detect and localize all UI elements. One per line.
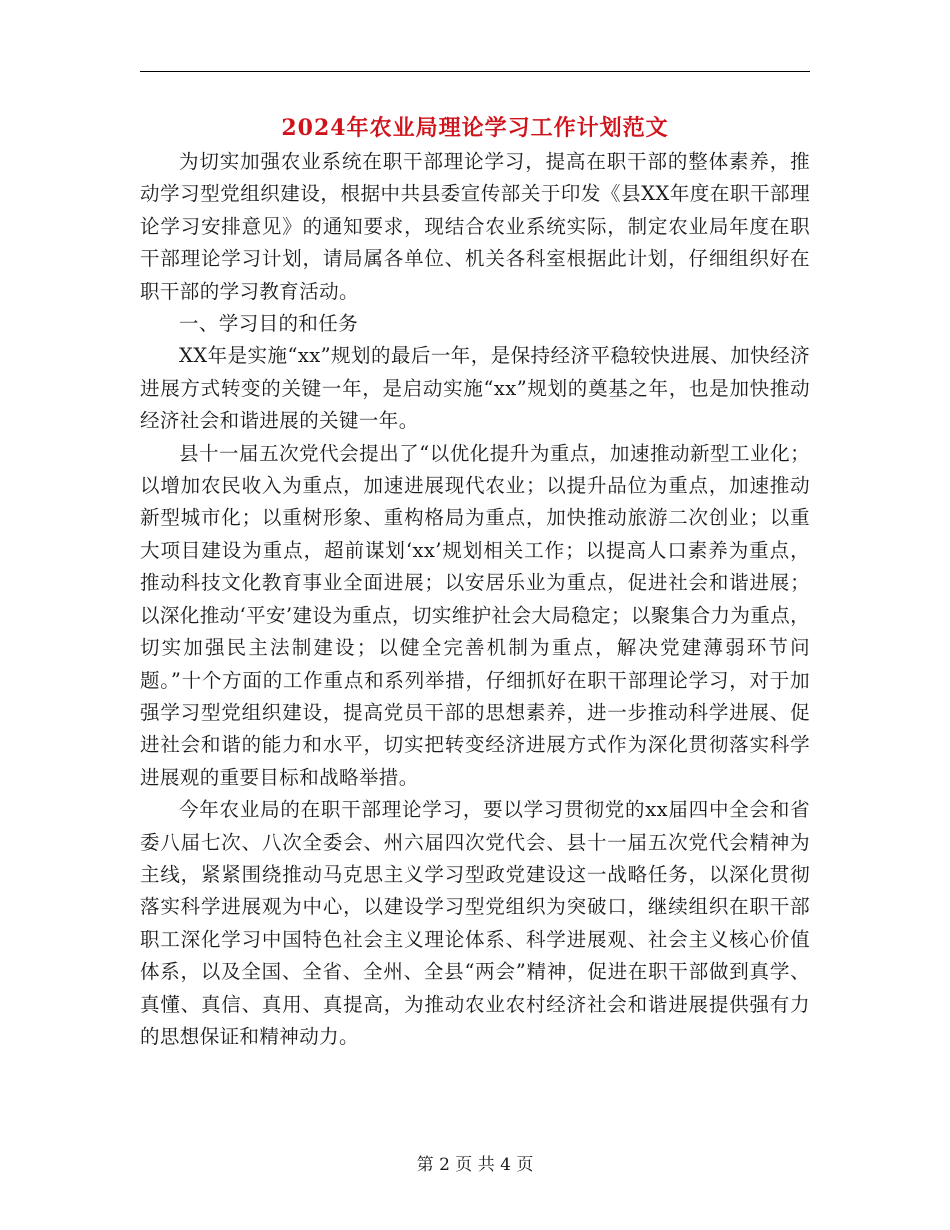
paragraph-study-focus: 今年农业局的在职干部理论学习，要以学习贯彻党的xx届四中全会和省委八届七次、八次全委会、州六届四次党代会、县十一届五次党代会精神为主线，紧紧围绕推动马克思主义学习型政党建设这一战略任务，以深化贯彻落实科学进展观为中心，以建设学习型党组织为突破口，继续组织在职干部职工深化学习中国特色社会主义理论体系、科学进展观、社会主义核心价值体系，以及全国、全省、全州、全县“两会”精神，促进在职干部做到真学、真懂、真信、真用、真提高，为推动农业农村经济社会和谐进展提供强有力的思想保证和精神动力。	[140, 798, 810, 1048]
paragraph-county-congress: 县十一届五次党代会提出了“以优化提升为重点，加速推动新型工业化；以增加农民收入为重点，加速进展现代农业；以提升品位为重点，加速推动新型城市化；以重树形象、重构格局为重点，加快推动旅游二次创业；以重大项目建设为重点，超前谋划‘xx’规划相关工作；以提高人口素养为重点，推动科技文化教育事业全面进展；以安居乐业为重点，促进社会和谐进展；以深化推动‘平安’建设为重点，切实维护社会大局稳定；以聚集合力为重点，切实加强民主法制建设；以健全完善机制为重点，解决党建薄弱环节问题。”十个方面的工作重点和系列举措，仔细抓好在职干部理论学习，对于加强学习型党组织建设，提高党员干部的思想素养，进一步推动科学进展、促进社会和谐的能力和水平，切实把转变经济进展方式作为深化贯彻落实科学进展观的重要目标和战略举措。	[140, 441, 810, 789]
header-rule	[140, 71, 810, 72]
document-title: 2024年农业局理论学习工作计划范文	[281, 115, 669, 141]
page-number: 第 2 页 共 4 页	[416, 1155, 534, 1175]
section-heading-1: 一、学习目的和任务	[179, 312, 359, 336]
document-body	[140, 146, 810, 1053]
paragraph-intro: 为切实加强农业系统在职干部理论学习，提高在职干部的整体素养，推动学习型党组织建设，根据中共县委宣传部关于印发《县XX年度在职干部理论学习安排意见》的通知要求，现结合农业系统实际，制定农业局年度在职干部理论学习计划，请局属各单位、机关各科室根据此计划，仔细组织好在职干部的学习教育活动。	[140, 150, 810, 303]
paragraph-background: XX年是实施“xx”规划的最后一年，是保持经济平稳较快进展、加快经济进展方式转变的关键一年，是启动实施“xx”规划的奠基之年，也是加快推动经济社会和谐进展的关键一年。	[140, 344, 810, 433]
